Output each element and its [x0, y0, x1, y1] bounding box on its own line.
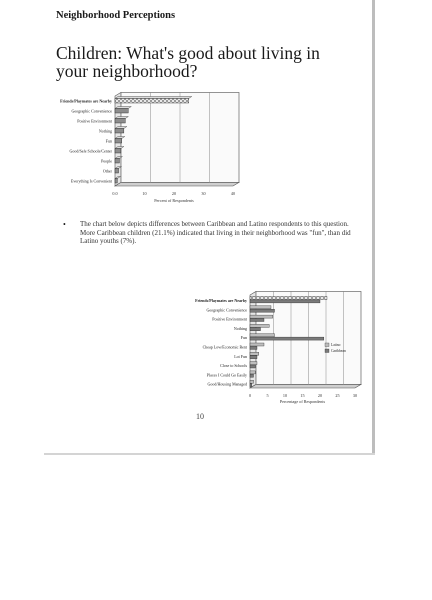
chart2-floor — [250, 384, 361, 388]
chart2-category-label: Fun — [240, 335, 247, 341]
chart1-category-label: Other — [102, 168, 112, 174]
chart2-bar-latino-positive-environment — [250, 315, 273, 318]
chart2-bar-latino-close-to-schools — [250, 362, 257, 365]
chart2-bar-latino-cheap-low-economic-rent — [250, 343, 264, 346]
chart2-category-label: Positive Environment — [212, 316, 247, 322]
chart1-category-label: Positive Environment — [77, 118, 112, 124]
chart1-bar-people — [115, 159, 119, 164]
chart2-category-label: Close to Schools — [220, 363, 247, 369]
chart1-x-tick-label: 40 — [230, 191, 236, 196]
chart2-bar-latino-places-i-could-go-easily — [250, 371, 255, 374]
chart2-x-tick-label: 20 — [317, 393, 323, 398]
chart2-bar-caribbean-places-i-could-go-easily — [250, 374, 254, 377]
chart2-bar-latino-geographic-convenience — [250, 306, 271, 309]
chart2-category-label: Cheap Low/Economic Rent — [202, 344, 247, 350]
chart1-category-label: People — [101, 158, 112, 164]
chart1-bar-geographic-convenience — [115, 109, 128, 114]
chart1-category-label: Geographic Convenience — [71, 108, 112, 114]
bullet-symbol: • — [63, 220, 66, 229]
chart1-x-tick-label: 20 — [171, 191, 177, 196]
chart2-x-tick-label: 30 — [352, 393, 358, 398]
chart2-category-label: Friends/Playmates are Nearby — [195, 298, 247, 303]
chart1-bar-top — [115, 107, 131, 109]
chart2-category-label: Good/Housing Managed — [207, 381, 247, 387]
chart2-bar-latino-nothing — [250, 324, 269, 327]
chart2-bar-caribbean-friends-playmates-are-nearby — [250, 300, 320, 303]
chart1-bar-positive-environment — [115, 119, 125, 124]
chart2-bar-caribbean-close-to-schools — [250, 365, 255, 368]
chart1-x-tick-label: 30 — [201, 191, 206, 196]
chart2-bar-latino-lot-fun — [250, 352, 259, 355]
chart2-bar-caribbean-positive-environment — [250, 319, 264, 322]
chart1-category-label: Good/Safe Schools/Center — [69, 148, 112, 154]
chart2-legend-swatch-latino — [325, 343, 329, 347]
page-heading: Children: What's good about living in your neighborhood? — [56, 43, 320, 81]
chart2-x-tick-label: 5 — [266, 393, 269, 398]
chart-2 — [165, 285, 375, 410]
chart1-category-label: Friends/Playmates are Nearby — [60, 98, 112, 104]
chart2-bar-caribbean-cheap-low-economic-rent — [250, 346, 257, 349]
chart2-x-tick-label: 15 — [300, 393, 305, 398]
chart2-bar-latino-good-housing-managed — [250, 380, 254, 383]
chart1-bar-fun — [115, 139, 122, 144]
chart2-category-label: Geographic Convenience — [206, 307, 247, 313]
chart2-category-label: Lot Fun — [234, 353, 247, 359]
chart1-category-label: Everything Is Convenient — [70, 178, 112, 184]
chart1-bar-top — [115, 97, 192, 99]
section-title: Neighborhood Perceptions — [56, 10, 176, 21]
chart2-legend-label-latino: Latino — [331, 343, 341, 348]
chart1-x-axis-label: Percent of Respondents — [154, 198, 194, 203]
page-edge-bottom — [44, 453, 375, 455]
chart1-bar-nothing — [115, 129, 124, 134]
chart1-category-label: Fun — [105, 138, 112, 144]
chart1-floor — [115, 182, 239, 186]
page-number: 10 — [196, 412, 204, 421]
chart2-x-tick-label: 25 — [335, 393, 340, 398]
body-paragraph: The chart below depicts differences between Caribbean and Latino respondents to this question. More Caribbean children (21.1%) indicated that living in their neighborhood was "fun", than did Latino youths (7%). — [80, 220, 351, 245]
chart2-x-tick-label: 10 — [282, 393, 288, 398]
chart1-category-label: Nothing — [98, 128, 112, 134]
chart2-category-label: Nothing — [233, 325, 247, 331]
chart2-category-label: Places I Could Go Easily — [206, 372, 247, 378]
chart1-bar-other — [115, 169, 119, 174]
chart1-x-tick-label: 10 — [142, 191, 147, 196]
chart2-bar-caribbean-lot-fun — [250, 356, 257, 359]
chart1-bar-everything-is-convenient — [115, 179, 117, 184]
chart2-bar-latino-friends-playmates-are-nearby — [250, 297, 327, 300]
chart2-x-tick-label: 0 — [248, 393, 252, 398]
chart2-x-axis-label: Percentage of Respondents — [279, 399, 326, 404]
chart1-bar-friends-playmates-are-nearby — [115, 99, 189, 104]
chart2-bar-caribbean-geographic-convenience — [250, 309, 275, 312]
chart1-x-tick-label: 0.0 — [112, 191, 118, 196]
chart2-legend-label-caribbean: Caribbean — [331, 349, 346, 354]
chart2-bar-caribbean-fun — [250, 337, 324, 340]
chart2-bar-caribbean-nothing — [250, 328, 261, 331]
chart2-bar-latino-fun — [250, 334, 275, 337]
chart1-bar-good-safe-schools-center — [115, 149, 121, 154]
chart2-bar-caribbean-good-housing-managed — [250, 384, 252, 387]
chart-1 — [50, 90, 240, 210]
chart2-legend-swatch-caribbean — [325, 349, 329, 353]
